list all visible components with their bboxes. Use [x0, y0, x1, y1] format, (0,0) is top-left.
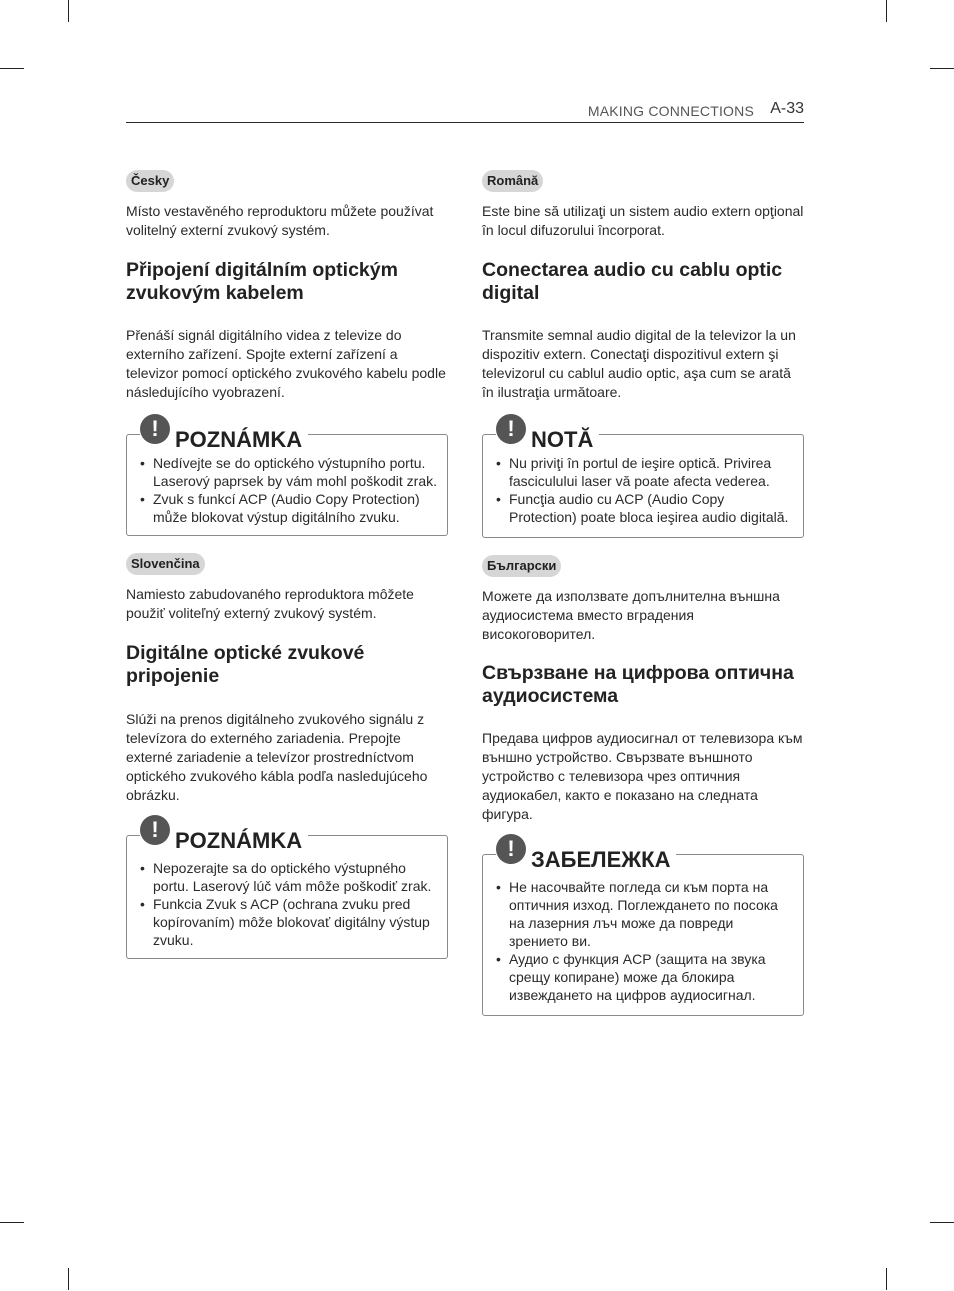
note-list — [494, 878, 794, 1004]
romanian-intro: Este bine să utilizaţi un sistem audio extern opţional în locul difuzorului încorporat. — [482, 203, 804, 238]
czech-heading: Připojení digitálním optickým zvukovým kabelem — [126, 259, 398, 304]
exclamation-icon: ! — [496, 834, 526, 864]
crop-mark — [886, 0, 887, 22]
language-tag-bulgarian: Български — [482, 555, 561, 577]
exclamation-icon: ! — [496, 414, 526, 444]
note-list — [494, 454, 794, 526]
note-item: • Nu priviţi în portul de ieşire optică. Privirea fasciculului laser vă poate afecta vederea. — [494, 454, 794, 490]
crop-mark — [68, 0, 69, 22]
slovak-body: Slúži na prenos digitálneho zvukového signálu z televízora do externého zariadenia. Prepojte externé zariadenie a televízor prostredníctvom optického zvukového kábla podľa nasledujúceho obrázku. — [126, 711, 428, 803]
czech-intro: Místo vestavěného reproduktoru můžete používat volitelný externí zvukový systém. — [126, 203, 434, 238]
right-column — [482, 170, 804, 1016]
crop-mark — [930, 68, 954, 69]
crop-mark — [0, 1222, 24, 1223]
left-column — [126, 170, 448, 959]
slovak-heading: Digitálne optické zvukové pripojenie — [126, 642, 365, 687]
romanian-body: Transmite semnal audio digital de la televizor la un dispozitiv extern. Conectaţi dispozitivul extern şi televizorul cu cablul audio optic, aşa cum se arată în ilustraţia următoare. — [482, 327, 796, 400]
bulgarian-heading: Свързване на цифрова оптична аудиосистема — [482, 662, 794, 707]
note-list — [138, 454, 438, 526]
note-item: • Funkcia Zvuk s ACP (ochrana zvuku pred kopírovaním) môže blokovať digitálny výstup zvuku. — [138, 895, 438, 949]
note-title-wrap — [496, 832, 676, 872]
page-number: A-33 — [770, 100, 804, 117]
crop-mark — [0, 68, 24, 69]
note-item: • Zvuk s funkcí ACP (Audio Copy Protection) může blokovat výstup digitálního zvuku. — [138, 490, 438, 526]
note-list — [138, 859, 438, 949]
language-tag-romanian: Română — [482, 170, 543, 192]
note-item: • Nedívejte se do optického výstupního portu. Laserový paprsek by vám mohl poškodit zrak. — [138, 454, 438, 490]
note-item: • Funcţia audio cu ACP (Audio Copy Protection) poate bloca ieşirea audio digitală. — [494, 490, 794, 526]
crop-mark — [886, 1268, 887, 1290]
bulgarian-body: Предава цифров аудиосигнал от телевизора към външно устройство. Свързвате външното устройство с телевизора чрез оптичния аудиокабел, както е показано на следната фигура. — [482, 730, 803, 822]
romanian-heading: Conectarea audio cu cablu optic digital — [482, 259, 783, 304]
section-title: MAKING CONNECTIONS — [587, 103, 754, 119]
note-title: NOTĂ — [531, 427, 594, 452]
czech-note — [126, 412, 448, 536]
note-title-wrap — [140, 813, 308, 853]
note-item: • Не насочвайте погледа си към порта на оптичния изход. Поглеждането по посока на лазерния лъч може да повреди зрението ви. — [494, 878, 794, 950]
note-title: POZNÁMKA — [175, 828, 303, 853]
note-title-wrap — [496, 412, 599, 452]
crop-mark — [68, 1268, 69, 1290]
bulgarian-note — [482, 832, 804, 1016]
crop-mark — [930, 1222, 954, 1223]
note-title-wrap — [140, 412, 308, 452]
note-title: POZNÁMKA — [175, 427, 303, 452]
exclamation-icon: ! — [140, 815, 170, 845]
exclamation-icon: ! — [140, 414, 170, 444]
bulgarian-intro: Можете да използвате допълнителна външна аудиосистема вместо вградения високоговорител. — [482, 588, 780, 642]
page-header — [126, 100, 804, 123]
czech-body: Přenáší signál digitálního videa z televize do externího zařízení. Spojte externí zařízení a televizor pomocí optického zvukového kabelu podle následujícího vyobrazení. — [126, 327, 446, 400]
note-item: • Аудио с функция ACP (защита на звука срещу копиране) може да блокира извеждането на цифров аудиосигнал. — [494, 950, 794, 1004]
slovak-note — [126, 813, 448, 959]
note-item: • Nepozerajte sa do optického výstupného portu. Laserový lúč vám môže poškodiť zrak. — [138, 859, 438, 895]
slovak-intro: Namiesto zabudovaného reproduktora môžete použiť voliteľný externý zvukový systém. — [126, 586, 414, 621]
language-tag-slovak: Slovenčina — [126, 553, 205, 575]
romanian-note — [482, 412, 804, 538]
language-tag-czech: Česky — [126, 170, 174, 192]
note-title: ЗАБЕЛЕЖКА — [531, 847, 671, 872]
